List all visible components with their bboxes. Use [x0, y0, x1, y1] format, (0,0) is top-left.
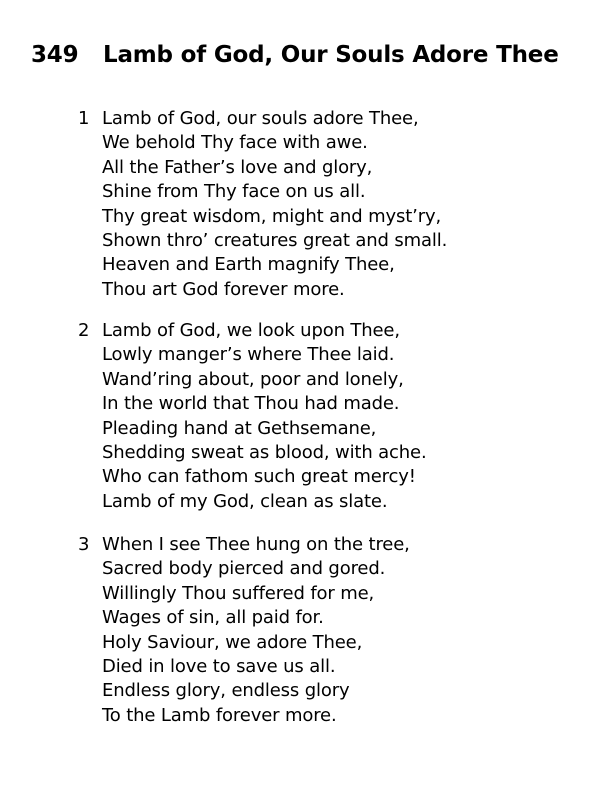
- verse-line: To the Lamb forever more.: [102, 704, 337, 726]
- verse-line: Lamb of God, our souls adore Thee,: [102, 108, 419, 129]
- verse-line: Wand’ring about, poor and lonely,: [102, 368, 404, 390]
- verse-line: Lowly manger’s where Thee laid.: [102, 344, 395, 366]
- verse-line: Thou art God forever more.: [102, 278, 345, 300]
- verse-line: Holy Saviour, we adore Thee,: [102, 631, 363, 653]
- verse-line: Died in love to save us all.: [102, 656, 336, 678]
- verse-number: 2: [78, 320, 90, 341]
- verse-line: All the Father’s love and glory,: [102, 156, 373, 178]
- verse-line: Shedding sweat as blood, with ache.: [102, 442, 427, 464]
- hymn-title: Lamb of God, Our Souls Adore Thee: [103, 42, 559, 68]
- verse-line: In the world that Thou had made.: [102, 393, 400, 415]
- verse-line: Shown thro’ creatures great and small.: [102, 230, 448, 252]
- verse-line: Endless glory, endless glory: [102, 680, 350, 702]
- verse-lines: [102, 319, 427, 514]
- verse-line: Lamb of my God, clean as slate.: [102, 490, 388, 512]
- verse-line: Sacred body pierced and gored.: [102, 558, 386, 580]
- hymn-header: [31, 42, 559, 68]
- verse-number: 3: [78, 534, 90, 555]
- verse-line: Wages of sin, all paid for.: [102, 607, 324, 629]
- verse-number: 1: [78, 108, 90, 129]
- verse-line: Willingly Thou suffered for me,: [102, 582, 375, 604]
- verse-line: Who can fathom such great mercy!: [102, 466, 416, 488]
- verse-line: Shine from Thy face on us all.: [102, 181, 366, 203]
- verse-lines: [102, 533, 410, 728]
- verse-line: When I see Thee hung on the tree,: [102, 534, 410, 555]
- verse-lines: [102, 107, 447, 302]
- verse-line: Thy great wisdom, might and myst’ry,: [102, 205, 442, 227]
- verse-line: Pleading hand at Gethsemane,: [102, 417, 377, 439]
- verse-line: Heaven and Earth magnify Thee,: [102, 254, 395, 276]
- verse-line: Lamb of God, we look upon Thee,: [102, 320, 400, 341]
- verse-line: We behold Thy face with awe.: [102, 132, 368, 154]
- hymn-number: 349: [31, 42, 79, 68]
